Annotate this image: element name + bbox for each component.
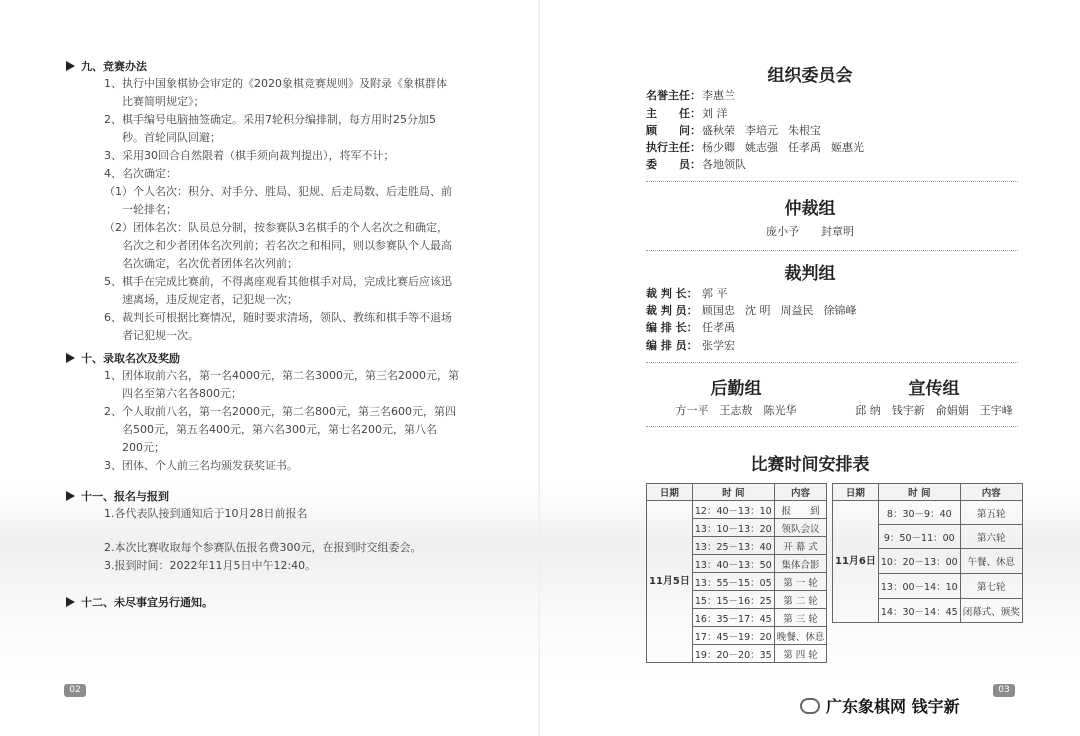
table-header: 时 间 bbox=[878, 484, 960, 501]
content-cell: 领队会议 bbox=[774, 519, 827, 537]
section-10 bbox=[66, 350, 459, 475]
time-cell: 13：55－15：05 bbox=[692, 573, 774, 591]
body-line: 4、名次确定： bbox=[104, 167, 177, 180]
referee-row: 编 排 长： 任孝禹 bbox=[646, 321, 735, 334]
section-12-title: 十二、未尽事宜另行通知。 bbox=[66, 594, 213, 611]
section-9 bbox=[66, 58, 452, 345]
body-line: 6、裁判长可根据比赛情况，随时要求清场，领队、教练和棋手等不退场 bbox=[104, 311, 452, 324]
org-row: 名誉主任：李惠兰 bbox=[646, 89, 735, 102]
body-line: 名500元，第五名400元，第六名300元，第七名200元，第八名 bbox=[122, 423, 437, 436]
table-header: 日期 bbox=[647, 484, 693, 501]
time-cell: 9：50－11：00 bbox=[878, 525, 960, 549]
org-row: 顾 问：盛秋荣 李培元 朱根宝 bbox=[646, 124, 821, 137]
referee-row: 编 排 员： 张学宏 bbox=[646, 339, 735, 352]
divider bbox=[646, 426, 1018, 427]
logistics-title: 后勤组 bbox=[710, 379, 762, 399]
section-12 bbox=[66, 594, 213, 611]
section-9-title: 九、竞赛办法 bbox=[66, 58, 452, 75]
right-page bbox=[540, 0, 1080, 736]
content-cell: 第 二 轮 bbox=[774, 591, 827, 609]
body-line: 5、棋手在完成比赛前，不得离座观看其他棋手对局，完成比赛后应该迅 bbox=[104, 275, 452, 288]
body-line: 四名至第六名各800元； bbox=[122, 387, 242, 400]
logistics-names: 方一平 王志敖 陈光华 bbox=[675, 404, 797, 417]
body-line: 1.各代表队接到通知后于10月28日前报名 bbox=[104, 507, 308, 520]
body-line: （2）团体名次：队员总分制，按参赛队3名棋手的个人名次之和确定， bbox=[104, 221, 448, 234]
arbitration-title: 仲裁组 bbox=[784, 199, 836, 219]
page-number: 03 bbox=[993, 684, 1015, 697]
body-line: 2.本次比赛收取每个参赛队伍报名费300元，在报到时交组委会。 bbox=[104, 541, 422, 554]
content-cell: 午餐、休息 bbox=[960, 549, 1022, 574]
body-line: 2、棋手编号电脑抽签确定。采用7轮积分编排制，每方用时25分加5 bbox=[104, 113, 436, 126]
body-line: 比赛简明规定》； bbox=[122, 95, 205, 108]
content-cell: 第七轮 bbox=[960, 574, 1022, 599]
content-cell: 第六轮 bbox=[960, 525, 1022, 549]
triangle-bullet-icon bbox=[66, 597, 75, 607]
watermark: 广东象棋网 钱宇新 bbox=[800, 694, 960, 717]
section-10-title: 十、录取名次及奖励 bbox=[66, 350, 459, 367]
content-cell: 第 四 轮 bbox=[774, 645, 827, 663]
content-cell: 开 幕 式 bbox=[774, 537, 827, 555]
table-header: 内容 bbox=[960, 484, 1022, 501]
time-cell: 12：40－13：10 bbox=[692, 501, 774, 519]
time-cell: 16：35－17：45 bbox=[692, 609, 774, 627]
body-line: 3、团体、个人前三名均颁发获奖证书。 bbox=[104, 459, 298, 472]
referee-row: 裁 判 员： 顾国忠 沈 明 周益民 徐锦峰 bbox=[646, 304, 857, 317]
time-cell: 15：15－16：25 bbox=[692, 591, 774, 609]
section-11-title: 十一、报名与报到 bbox=[66, 488, 422, 505]
content-cell: 第五轮 bbox=[960, 501, 1022, 525]
time-cell: 13：25－13：40 bbox=[692, 537, 774, 555]
date-cell: 11月6日 bbox=[833, 501, 879, 623]
triangle-bullet-icon bbox=[66, 61, 75, 71]
body-line: （1）个人名次：积分、对手分、胜局、犯规、后走局数、后走胜局、前 bbox=[104, 185, 452, 198]
body-line: 秒。首轮同队回避； bbox=[122, 131, 221, 144]
time-cell: 13：00－14：10 bbox=[878, 574, 960, 599]
content-cell: 报 到 bbox=[774, 501, 827, 519]
publicity-title: 宣传组 bbox=[908, 379, 960, 399]
content-cell: 第 一 轮 bbox=[774, 573, 827, 591]
section-11 bbox=[66, 488, 422, 575]
divider bbox=[646, 250, 1018, 251]
time-cell: 8：30－9：40 bbox=[878, 501, 960, 525]
content-cell: 第 三 轮 bbox=[774, 609, 827, 627]
schedule-table-day1 bbox=[646, 483, 827, 663]
org-committee-title: 组织委员会 bbox=[767, 66, 853, 86]
org-row: 执行主任：杨少卿 姚志强 任孝禹 姬惠光 bbox=[646, 141, 864, 154]
time-cell: 10：20－13：00 bbox=[878, 549, 960, 574]
org-row: 委 员：各地领队 bbox=[646, 158, 746, 171]
publicity-names: 邱 纳 钱宇新 俞娟娟 王宇峰 bbox=[855, 404, 1013, 417]
arbitration-names: 庞小予 封章明 bbox=[766, 225, 854, 238]
content-cell: 集体合影 bbox=[774, 555, 827, 573]
schedule-title: 比赛时间安排表 bbox=[750, 455, 870, 475]
time-cell: 13：40－13：50 bbox=[692, 555, 774, 573]
body-line: 者记犯规一次。 bbox=[122, 329, 199, 342]
page-number: 02 bbox=[64, 684, 86, 697]
body-line: 3.报到时间：2022年11月5日中午12:40。 bbox=[104, 559, 317, 572]
time-cell: 13：10－13：20 bbox=[692, 519, 774, 537]
body-line: 名次之和少者团体名次列前；若名次之和相同，则以参赛队个人最高 bbox=[122, 239, 452, 252]
time-cell: 17：45－19：20 bbox=[692, 627, 774, 645]
table-header: 时 间 bbox=[692, 484, 774, 501]
table-header: 日期 bbox=[833, 484, 879, 501]
body-line: 速离场，违反规定者，记犯规一次； bbox=[122, 293, 298, 306]
referee-title: 裁判组 bbox=[784, 264, 836, 284]
table-header: 内容 bbox=[774, 484, 827, 501]
body-line: 1、团体取前六名，第一名4000元，第二名3000元，第三名2000元，第 bbox=[104, 369, 459, 382]
wechat-icon bbox=[800, 698, 820, 714]
date-cell: 11月5日 bbox=[647, 501, 693, 663]
triangle-bullet-icon bbox=[66, 491, 75, 501]
body-line: 200元； bbox=[122, 441, 165, 454]
triangle-bullet-icon bbox=[66, 353, 75, 363]
body-line: 2、个人取前八名，第一名2000元，第二名800元，第三名600元，第四 bbox=[104, 405, 456, 418]
content-cell: 闭幕式、颁奖 bbox=[960, 599, 1022, 623]
time-cell: 19：20－20：35 bbox=[692, 645, 774, 663]
body-line: 1、执行中国象棋协会审定的《2020象棋竞赛规则》及附录《象棋群体 bbox=[104, 77, 447, 90]
referee-row: 裁 判 长： 郭 平 bbox=[646, 287, 728, 300]
body-line: 名次确定，名次优者团体名次列前； bbox=[122, 257, 298, 270]
org-row: 主 任：刘 洋 bbox=[646, 107, 728, 120]
content-cell: 晚餐、休息 bbox=[774, 627, 827, 645]
body-line: 一轮排名； bbox=[122, 203, 177, 216]
body-line: 3、采用30回合自然限着（棋手须向裁判提出），将军不计； bbox=[104, 149, 395, 162]
schedule-table-day2 bbox=[832, 483, 1023, 623]
divider bbox=[646, 181, 1018, 182]
divider bbox=[646, 362, 1018, 363]
time-cell: 14：30－14：45 bbox=[878, 599, 960, 623]
